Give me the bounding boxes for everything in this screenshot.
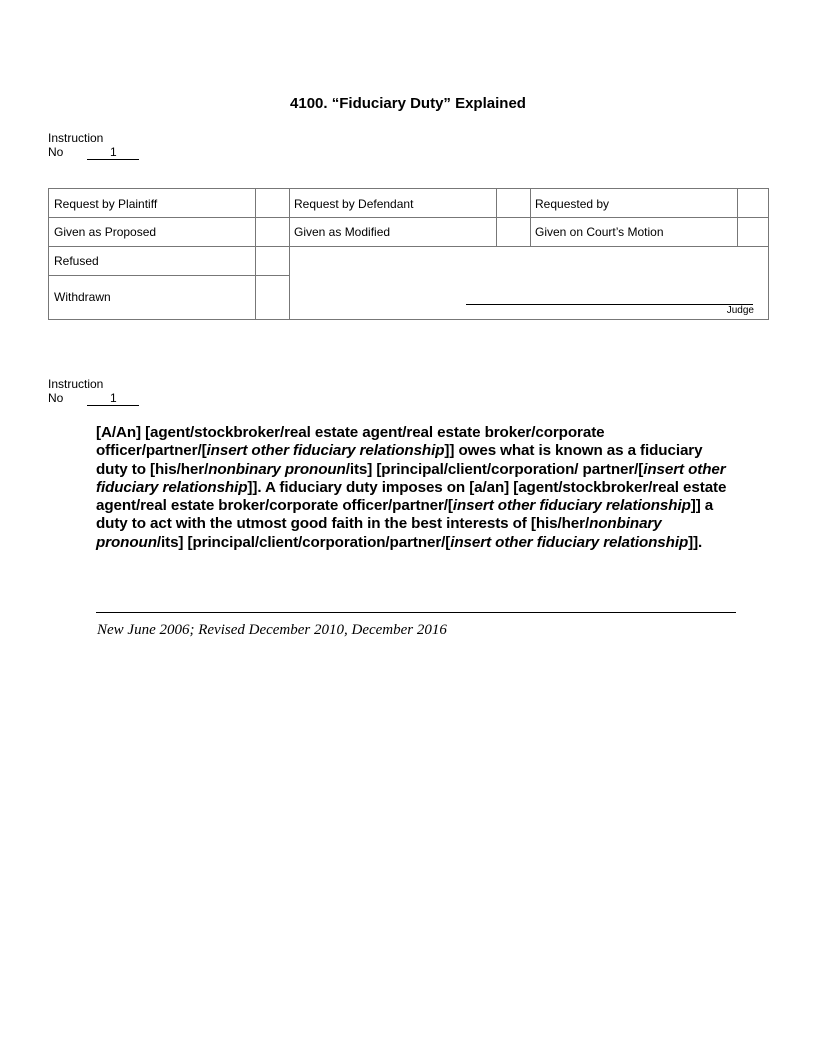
table-row-divider <box>49 217 768 218</box>
body-text-segment: ]] owes what is known as a fiduciary duty to [his/her/ <box>96 442 703 478</box>
body-text-placeholder: nonbinary pronoun <box>96 515 662 551</box>
instruction-number-block-bottom <box>48 377 139 406</box>
body-text-placeholder: insert other fiduciary relationship <box>452 497 691 515</box>
table-col-divider <box>496 189 497 246</box>
table-col-divider <box>530 189 531 246</box>
requested-by-label: Requested by <box>535 197 610 211</box>
instruction-body <box>96 424 736 552</box>
request-by-defendant-label: Request by Defendant <box>294 197 414 211</box>
body-text-placeholder: nonbinary pronoun <box>208 460 346 478</box>
instruction-number-field[interactable]: 1 <box>87 146 139 160</box>
table-row-divider <box>49 275 289 276</box>
body-text-segment: ]] a duty to act with the utmost good faith in the best interests of [his/her/ <box>96 497 714 533</box>
request-disposition-table <box>48 188 769 320</box>
instruction-label: Instruction <box>48 131 104 145</box>
refused-label: Refused <box>54 254 99 268</box>
body-text-segment: ]]. A fiduciary duty imposes on [a/an] [agent/stockbroker/real estate agent/real estate broker/corporate officer/partner/[ <box>96 478 727 515</box>
body-text-segment: [A/An] [agent/stockbroker/real estate agent/real estate broker/corporate officer/partner/[ <box>96 424 605 460</box>
table-col-divider <box>289 189 290 319</box>
body-text-placeholder: insert other fiduciary relationship <box>96 460 726 496</box>
table-row-divider <box>49 246 768 247</box>
withdrawn-label: Withdrawn <box>54 290 111 304</box>
section-divider <box>96 612 736 613</box>
body-text-placeholder: insert other fiduciary relationship <box>450 533 689 551</box>
given-as-proposed-label: Given as Proposed <box>54 225 157 239</box>
revision-history: New June 2006; Revised December 2010, December 2016 <box>97 622 447 638</box>
table-col-divider <box>737 189 738 246</box>
instruction-number-field[interactable]: 1 <box>87 392 139 406</box>
given-as-modified-label: Given as Modified <box>294 225 391 239</box>
given-on-courts-motion-label: Given on Court’s Motion <box>535 225 664 239</box>
judge-label: Judge <box>726 305 754 316</box>
instruction-no-label: No <box>48 391 64 405</box>
instruction-number-block-top <box>48 131 139 160</box>
body-text-segment: /its] [principal/client/corporation/ partner/[ <box>345 460 644 478</box>
instruction-no-label: No <box>48 145 64 159</box>
judge-signature-line[interactable] <box>466 304 753 305</box>
page-title: 4100. “Fiduciary Duty” Explained <box>290 95 526 112</box>
body-text-segment: ]]. <box>688 533 703 551</box>
body-text-placeholder: insert other fiduciary relationship <box>206 442 445 460</box>
body-text-segment: /its] [principal/client/corporation/partner/[ <box>156 533 451 551</box>
request-by-plaintiff-label: Request by Plaintiff <box>54 197 158 211</box>
instruction-label: Instruction <box>48 377 104 391</box>
table-col-divider <box>255 189 256 319</box>
